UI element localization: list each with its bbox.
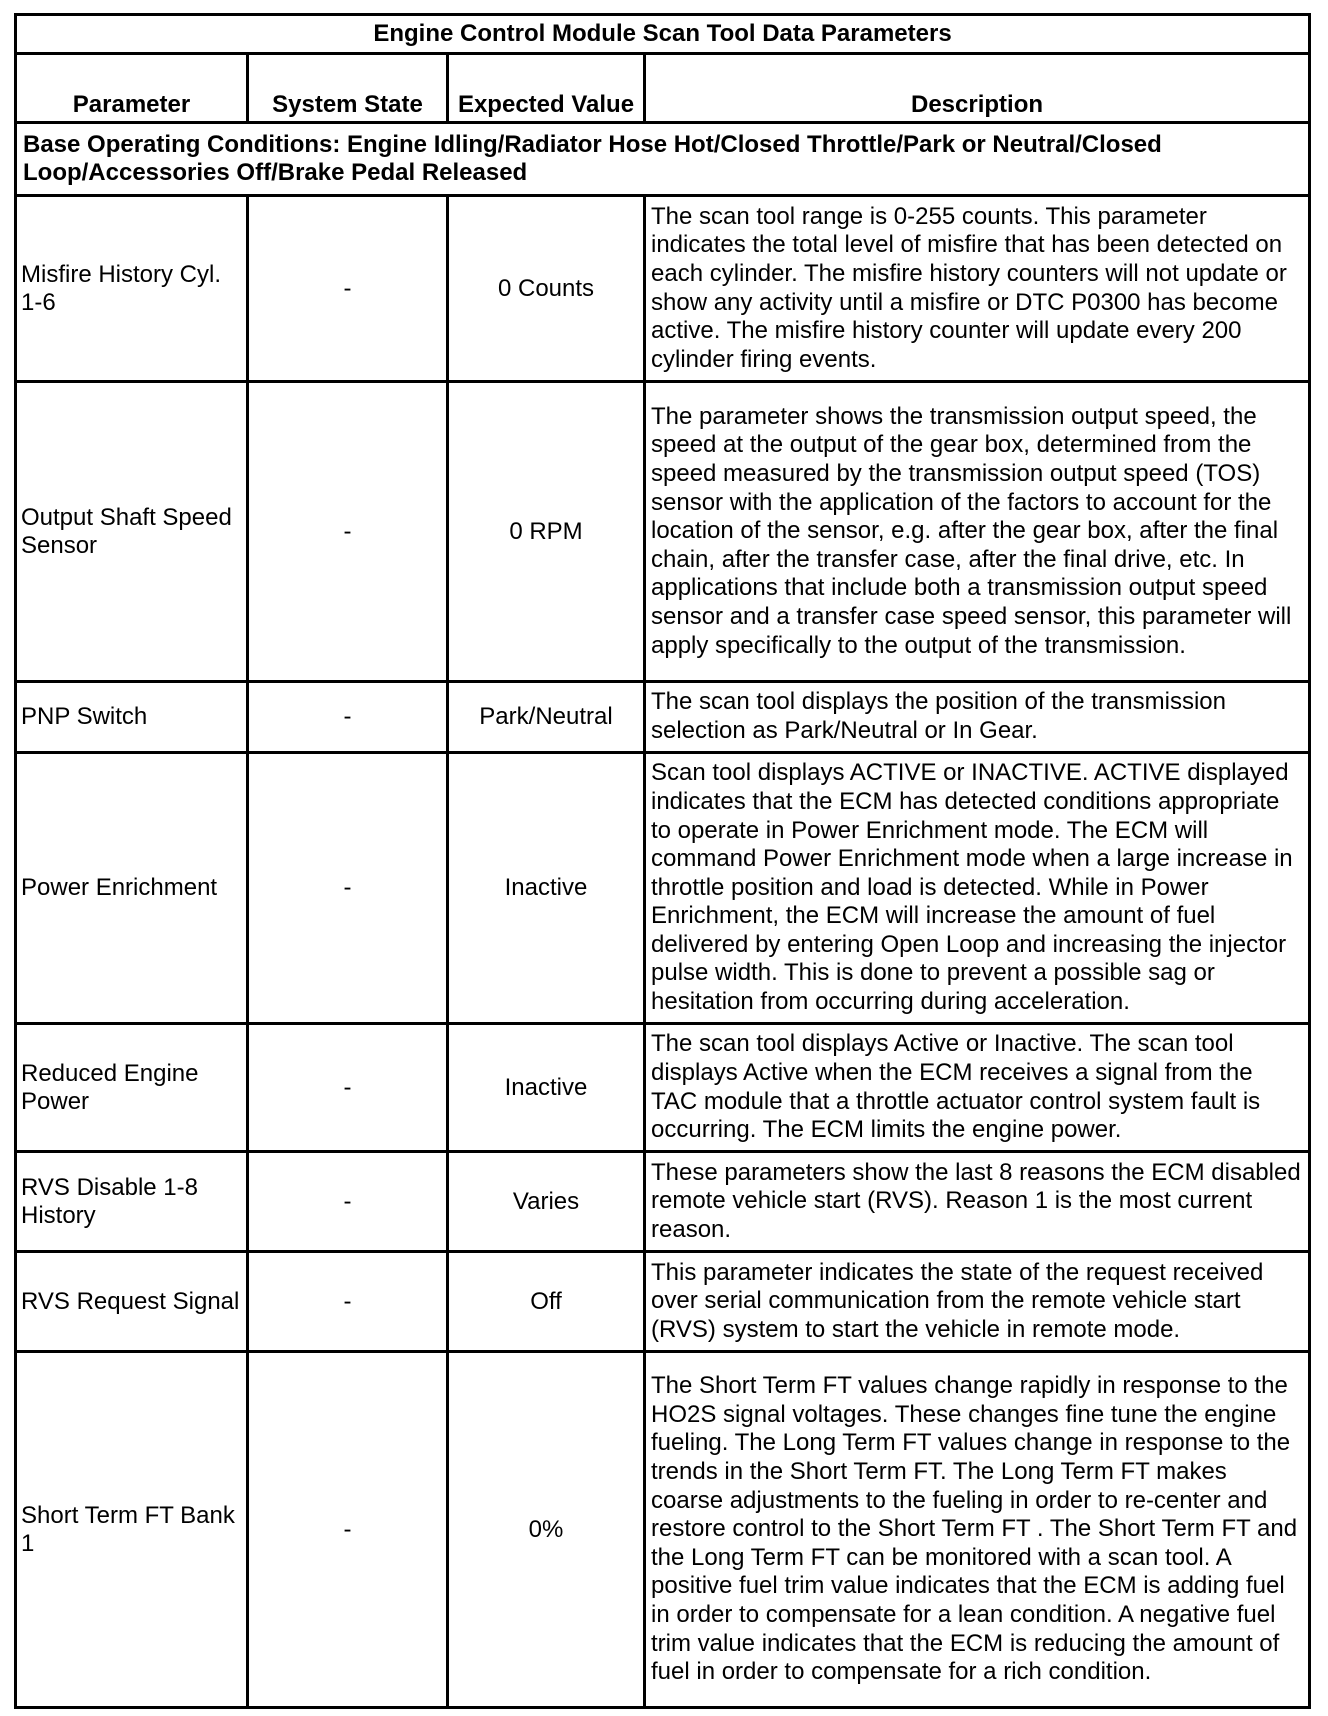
header-expected-value: Expected Value — [448, 54, 645, 123]
description-cell: The Short Term FT values change rapidly in response to the HO2S signal voltages. These changes fine tune the engine fueling. The Long Term FT values change in response to the trends in the Short Term FT. The Long Term FT makes coarse adjustments to the fueling in order to re-center and restore control to the Short Term FT . The Short Term FT and the Long Term FT can be monitored with a scan tool. A positive fuel trim value indicates that the ECM is adding fuel in order to compensate for a lean condition. A negative fuel trim value indicates that the ECM is reducing the amount of fuel in order to compensate for a rich condition. — [645, 1352, 1310, 1708]
parameter-cell: RVS Request Signal — [16, 1252, 248, 1352]
expected-value-cell: 0 RPM — [448, 382, 645, 682]
system-state-cell: - — [248, 753, 448, 1024]
table-row — [16, 1152, 1310, 1252]
table-row — [16, 196, 1310, 382]
header-row — [16, 54, 1310, 123]
parameter-cell: RVS Disable 1-8 History — [16, 1152, 248, 1252]
scan-tool-data-table — [14, 13, 1311, 1709]
header-system-state: System State — [248, 54, 448, 123]
expected-value-cell: Inactive — [448, 1024, 645, 1152]
table-row — [16, 1352, 1310, 1708]
description-cell: The scan tool displays Active or Inactive. The scan tool displays Active when the ECM receives a signal from the TAC module that a throttle actuator control system fault is occurring. The ECM limits the engine power. — [645, 1024, 1310, 1152]
table-row — [16, 682, 1310, 753]
description-cell: This parameter indicates the state of the request received over serial communication from the remote vehicle start (RVS) system to start the vehicle in remote mode. — [645, 1252, 1310, 1352]
description-cell: These parameters show the last 8 reasons the ECM disabled remote vehicle start (RVS). Reason 1 is the most current reason. — [645, 1152, 1310, 1252]
system-state-cell: - — [248, 1152, 448, 1252]
description-cell: Scan tool displays ACTIVE or INACTIVE. ACTIVE displayed indicates that the ECM has detected conditions appropriate to operate in Power Enrichment mode. The ECM will command Power Enrichment mode when a large increase in throttle position and load is detected. While in Power Enrichment, the ECM will increase the amount of fuel delivered by entering Open Loop and increasing the injector pulse width. This is done to prevent a possible sag or hesitation from occurring during acceleration. — [645, 753, 1310, 1024]
header-description: Description — [645, 54, 1310, 123]
expected-value-cell: Inactive — [448, 753, 645, 1024]
expected-value-cell: Off — [448, 1252, 645, 1352]
expected-value-cell: Varies — [448, 1152, 645, 1252]
base-operating-conditions: Base Operating Conditions: Engine Idling/Radiator Hose Hot/Closed Throttle/Park or Neutral/Closed Loop/Accessories Off/Brake Pedal Released — [16, 123, 1310, 196]
parameter-cell: Power Enrichment — [16, 753, 248, 1024]
system-state-cell: - — [248, 382, 448, 682]
parameter-cell: PNP Switch — [16, 682, 248, 753]
table-row — [16, 1252, 1310, 1352]
expected-value-cell: 0% — [448, 1352, 645, 1708]
description-cell: The parameter shows the transmission output speed, the speed at the output of the gear box, determined from the speed measured by the transmission output speed (TOS) sensor with the application of the factors to account for the location of the sensor, e.g. after the gear box, after the final chain, after the transfer case, after the final drive, etc. In applications that include both a transmission output speed sensor and a transfer case speed sensor, this parameter will apply specifically to the output of the transmission. — [645, 382, 1310, 682]
parameter-cell: Reduced Engine Power — [16, 1024, 248, 1152]
table-row — [16, 1024, 1310, 1152]
system-state-cell: - — [248, 1352, 448, 1708]
table-title: Engine Control Module Scan Tool Data Parameters — [16, 15, 1310, 54]
conditions-row — [16, 123, 1310, 196]
parameter-cell: Output Shaft Speed Sensor — [16, 382, 248, 682]
expected-value-cell: 0 Counts — [448, 196, 645, 382]
header-parameter: Parameter — [16, 54, 248, 123]
system-state-cell: - — [248, 196, 448, 382]
system-state-cell: - — [248, 1252, 448, 1352]
expected-value-cell: Park/Neutral — [448, 682, 645, 753]
parameter-cell: Misfire History Cyl. 1-6 — [16, 196, 248, 382]
parameter-cell: Short Term FT Bank 1 — [16, 1352, 248, 1708]
table-row — [16, 753, 1310, 1024]
system-state-cell: - — [248, 682, 448, 753]
description-cell: The scan tool range is 0-255 counts. This parameter indicates the total level of misfire that has been detected on each cylinder. The misfire history counters will not update or show any activity until a misfire or DTC P0300 has become active. The misfire history counter will update every 200 cylinder firing events. — [645, 196, 1310, 382]
description-cell: The scan tool displays the position of the transmission selection as Park/Neutral or In Gear. — [645, 682, 1310, 753]
system-state-cell: - — [248, 1024, 448, 1152]
table-row — [16, 382, 1310, 682]
title-row — [16, 15, 1310, 54]
